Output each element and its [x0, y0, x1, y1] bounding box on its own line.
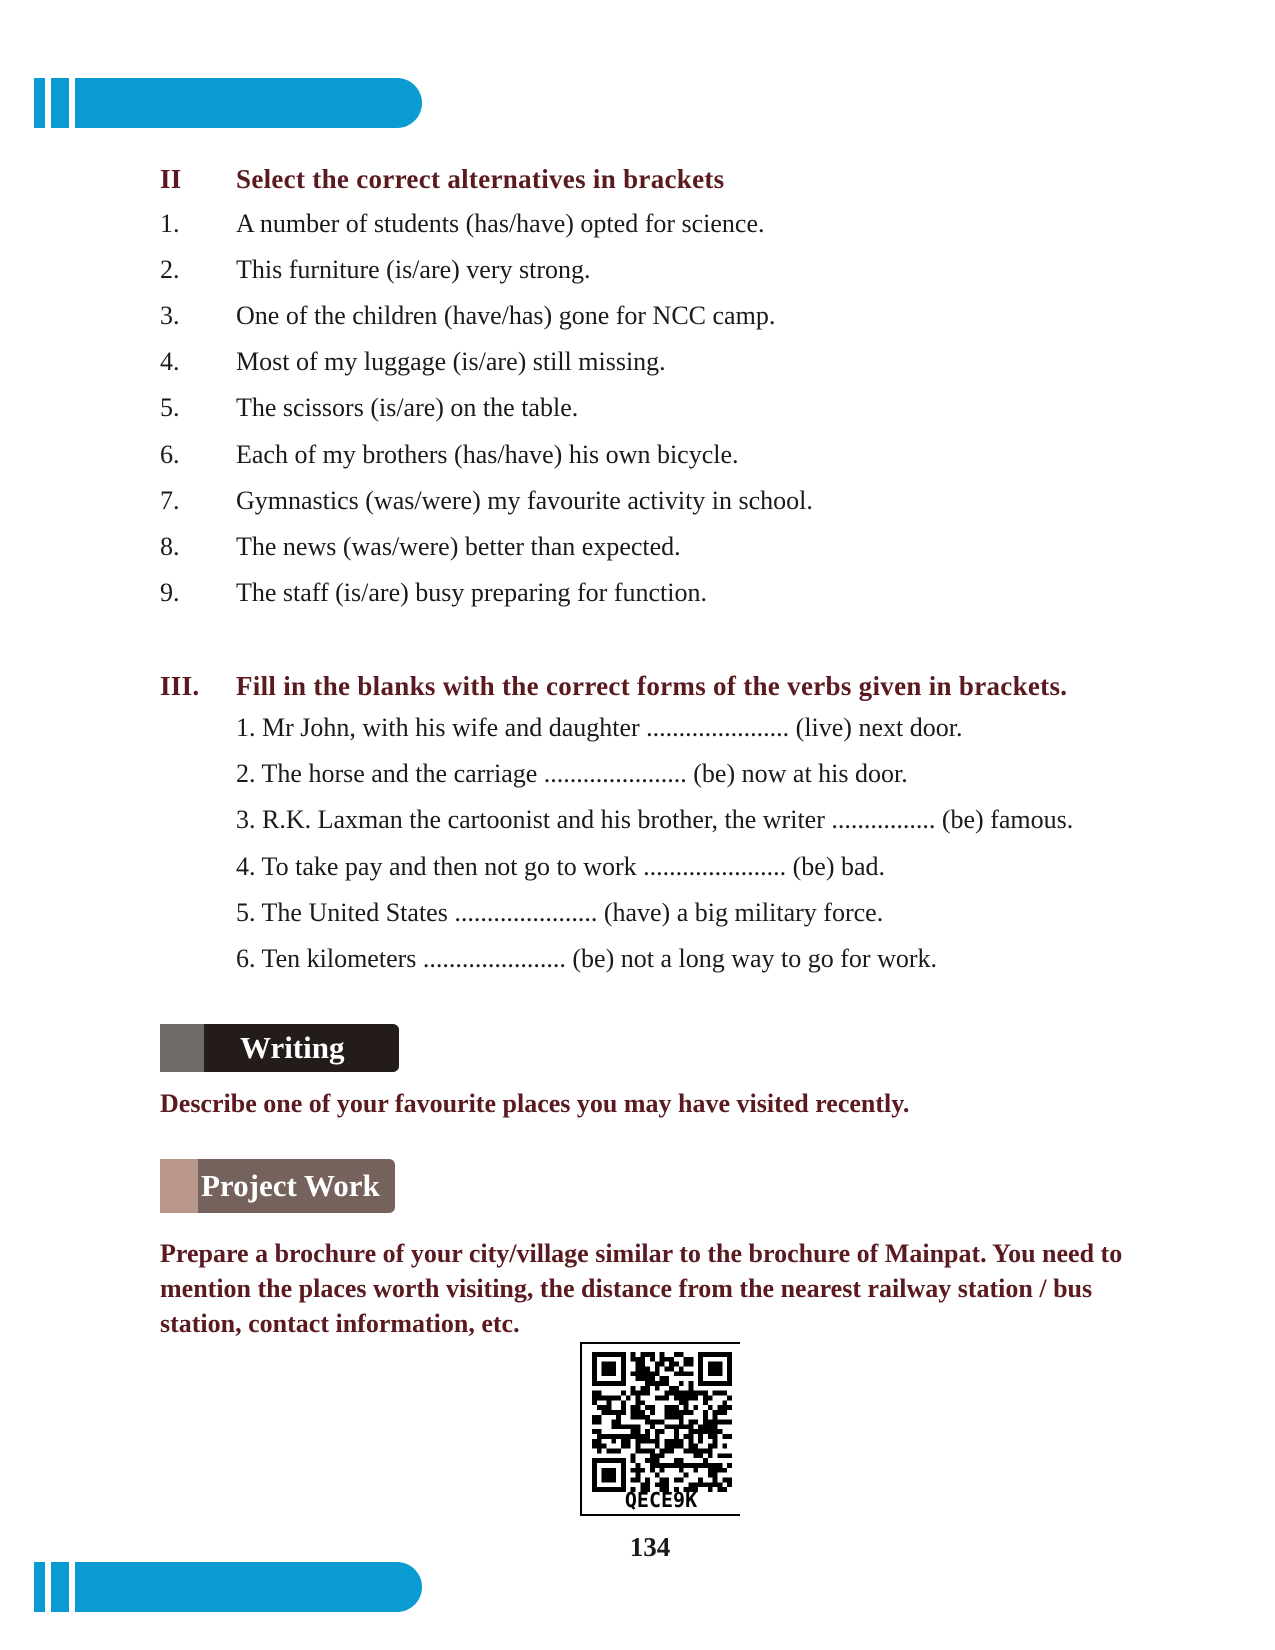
page-number: 134	[629, 1532, 671, 1562]
qr-code-caption: QECE9K	[624, 1488, 698, 1512]
project-prompt: Prepare a brochure of your city/village similar to the brochure of Mainpat. You need to mention the places worth visiting, the distance from the nearest railway station / bus station, contact information, etc.	[160, 1239, 1123, 1338]
list-item: 2. The horse and the carriage ...................... (be) now at his door.	[236, 759, 908, 788]
qr-code-icon	[592, 1352, 732, 1492]
exercise-2-title: Select the correct alternatives in brackets	[236, 164, 725, 194]
list-item: 1. Mr John, with his wife and daughter ...................... (live) next door.	[236, 713, 963, 742]
list-item: 4. To take pay and then not go to work ...................... (be) bad.	[236, 852, 886, 881]
exercise-2-heading	[160, 164, 725, 195]
project-work-section-tag	[160, 1159, 395, 1213]
list-item: 6. Ten kilometers ...................... (be) not a long way to go for work.	[236, 944, 938, 973]
exercise-3-number: III.	[160, 671, 200, 701]
top-decorative-band	[34, 78, 422, 128]
list-item: 5. The United States ...................... (have) a big military force.	[236, 898, 884, 927]
list-item: 3. R.K. Laxman the cartoonist and his brother, the writer ................ (be) famous.	[236, 805, 1074, 834]
exercise-3-title: Fill in the blanks with the correct forms of the verbs given in brackets.	[236, 671, 1068, 701]
bottom-decorative-band	[34, 1562, 422, 1612]
exercise-2-number: II	[160, 164, 182, 194]
qr-code-box	[580, 1342, 740, 1516]
writing-section-tag	[160, 1024, 399, 1072]
project-work-label: Project Work	[198, 1159, 395, 1213]
exercise-3-heading	[160, 671, 1067, 702]
writing-prompt: Describe one of your favourite places you may have visited recently.	[160, 1089, 910, 1118]
writing-label: Writing	[204, 1024, 399, 1072]
